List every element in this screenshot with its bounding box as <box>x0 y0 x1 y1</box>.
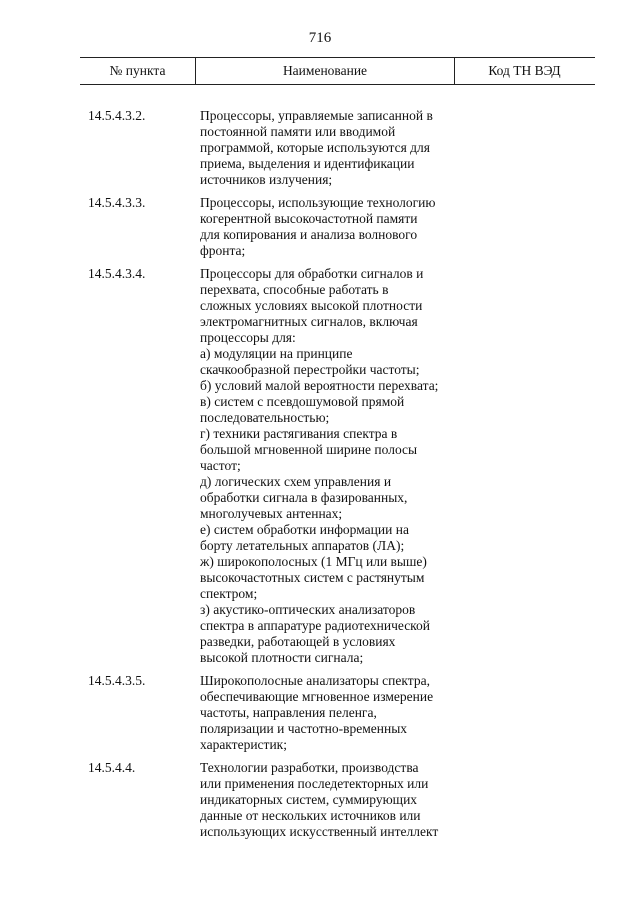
entry-number: 14.5.4.3.4. <box>88 266 146 281</box>
entry-text: Процессоры, управляемые записанной в постоянной памяти или вводимой программой, которые используются для приема, выделения и идентификации источников излучения; <box>200 108 433 187</box>
entry-number: 14.5.4.3.2. <box>88 108 146 123</box>
table-header <box>80 57 595 85</box>
table-row <box>0 108 640 188</box>
page-number: 716 <box>308 30 332 46</box>
header-code-column: Код ТН ВЭД <box>488 63 561 78</box>
table-row <box>0 195 640 259</box>
entry-number: 14.5.4.3.5. <box>88 673 146 688</box>
entries-list <box>0 108 640 847</box>
table-row <box>0 266 640 666</box>
entry-text: Процессоры для обработки сигналов и перехвата, способные работать в сложных условиях высокой плотности электромагнитных сигналов, включая процессоры для: а) модуляции на принципе скачкообразной перестройки частоты; б) условий малой вероятности перехвата; в) систем с псевдошумовой прямой последовательностью; г) техники растягивания спектра в большой мгновенной ширине полосы частот; д) логических схем управления и обработки сигнала в фазированных, многолучевых антеннах; е) систем обработки информации на борту летательных аппаратов (ЛА); ж) широкополосных (1 МГц или выше) высокочастотных систем с растянутым спектром; з) акустико-оптических анализаторов спектра в аппаратуре радиотехнической разведки, работающей в условиях высокой плотности сигнала; <box>200 266 439 665</box>
entry-number: 14.5.4.4. <box>88 760 136 775</box>
table-row <box>0 760 640 840</box>
table-row <box>0 673 640 753</box>
entry-text: Широкополосные анализаторы спектра, обеспечивающие мгновенное измерение частоты, направления пеленга, поляризации и частотно-временных характеристик; <box>200 673 434 752</box>
entry-number: 14.5.4.3.3. <box>88 195 146 210</box>
header-name-column: Наименование <box>195 58 455 84</box>
header-number-column: № пункта <box>109 63 166 78</box>
entry-text: Процессоры, использующие технологию когерентной высокочастотной памяти для копирования и анализа волнового фронта; <box>200 195 436 258</box>
entry-text: Технологии разработки, производства или применения последетекторных или индикаторных систем, суммирующих данные от нескольких источников или использующих искусственный интеллект <box>200 760 439 839</box>
